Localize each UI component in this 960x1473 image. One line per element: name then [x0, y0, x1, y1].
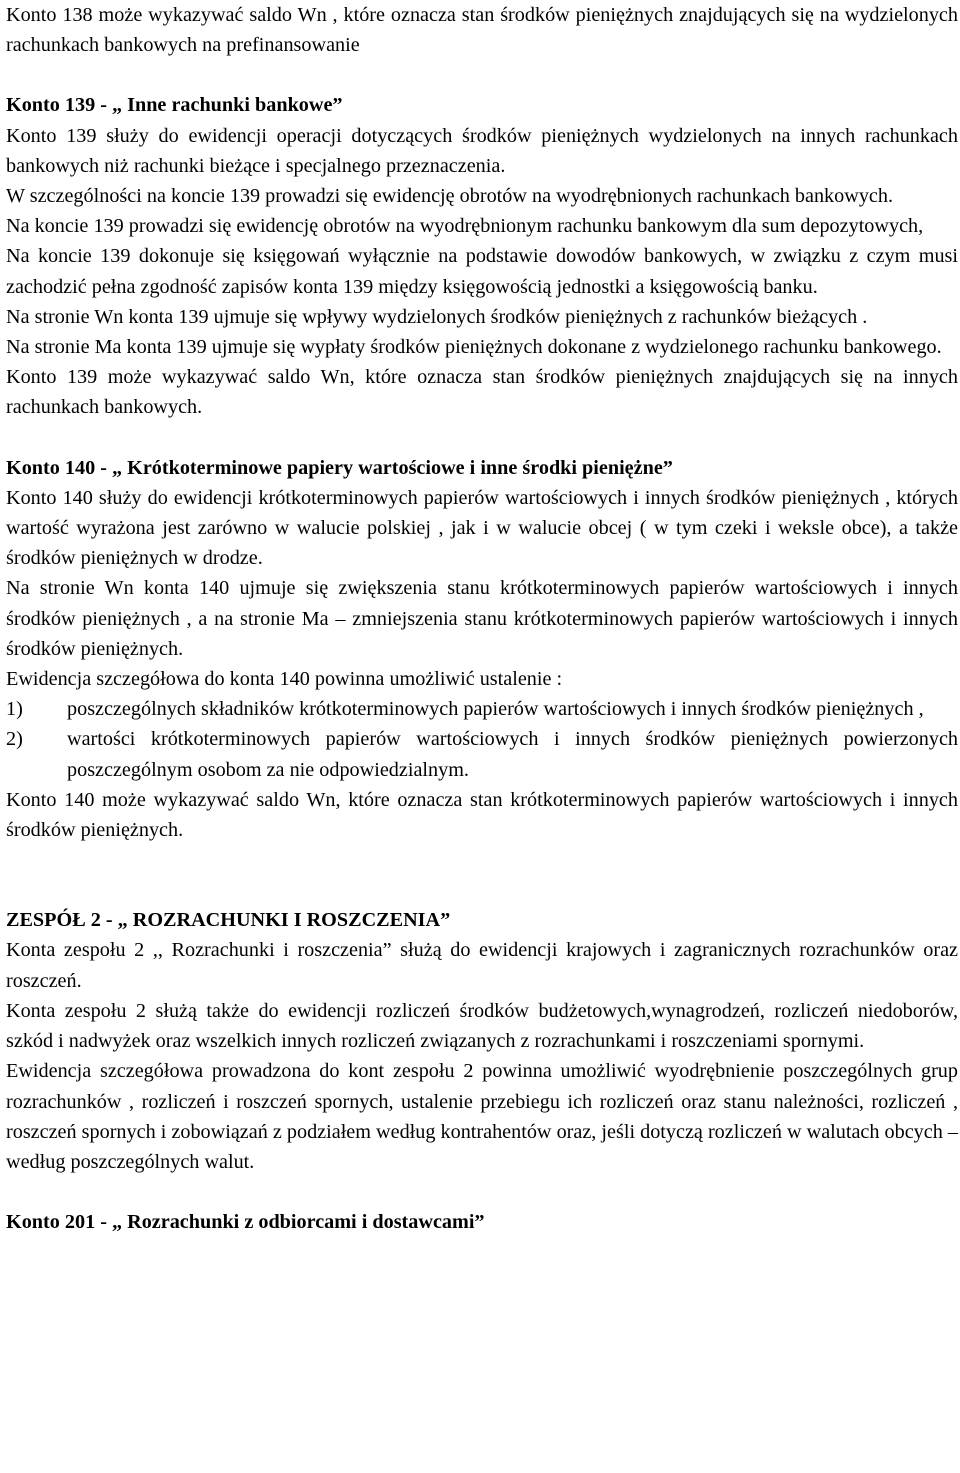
paragraph: Konto 139 służy do ewidencji operacji dotyczących środków pieniężnych wydzielonych na innych rachunkach bankowych niż rachunki bieżące i specjalnego przeznaczenia.: [6, 124, 958, 177]
paragraph: Konto 140 może wykazywać saldo Wn, które oznacza stan krótkoterminowych papierów wartościowych i innych środków pieniężnych.: [6, 788, 958, 842]
paragraph: Na stronie Wn konta 139 ujmuje się wpływy wydzielonych środków pieniężnych z rachunków bieżących .: [6, 305, 868, 328]
list-item-text: wartości krótkoterminowych papierów wartościowych i innych środków pieniężnych powierzonych poszczególnym osobom za nie odpowiedzialnym.: [67, 728, 958, 781]
spacer: [6, 1177, 958, 1207]
section-heading-konto-201: Konto 201 - „ Rozrachunki z odbiorcami i dostawcami”: [6, 1211, 485, 1234]
list-item: [6, 724, 958, 784]
paragraph: Konto 140 służy do ewidencji krótkoterminowych papierów wartościowych i innych środków pieniężnych , których wartość wyrażona jest zarówno w walucie polskiej , jak i w walucie obcej ( w tym czeki i weksle obce), a także środków pieniężnych w drodze.: [6, 486, 958, 570]
spacer: [6, 60, 958, 90]
paragraph: W szczególności na koncie 139 prowadzi się ewidencję obrotów na wyodrębnionych rachunkach bankowych.: [6, 185, 894, 208]
paragraph: Konta zespołu 2 służą także do ewidencji rozliczeń środków budżetowych,wynagrodzeń, rozliczeń niedoborów, szkód i nadwyżek oraz wszelkich innych rozliczeń związanych z rozrachunkami i roszczeniami spornymi.: [6, 999, 958, 1053]
paragraph: Konto 139 może wykazywać saldo Wn, które oznacza stan środków pieniężnych znajdujących się na innych rachunkach bankowych.: [6, 366, 958, 419]
paragraph: Konta zespołu 2 ,, Rozrachunki i roszczenia” służą do ewidencji krajowych i zagranicznych rozrachunków oraz roszczeń.: [6, 939, 958, 992]
section-heading-zespol-2: ZESPÓŁ 2 - „ ROZRACHUNKI I ROSZCZENIA”: [6, 909, 451, 932]
paragraph: Na stronie Ma konta 139 ujmuje się wypłaty środków pieniężnych dokonane z wydzielonego rachunku bankowego.: [6, 336, 942, 359]
list-item-text: poszczególnych składników krótkoterminowych papierów wartościowych i innych środków pieniężnych ,: [67, 698, 924, 721]
paragraph: Na koncie 139 prowadzi się ewidencję obrotów na wyodrębnionym rachunku bankowym dla sum depozytowych,: [6, 215, 924, 238]
section-heading-konto-140: Konto 140 - „ Krótkoterminowe papiery wartościowe i inne środki pieniężne”: [6, 456, 673, 479]
paragraph: Na koncie 139 dokonuje się księgowań wyłącznie na podstawie dowodów bankowych, w związku z czym musi zachodzić pełna zgodność zapisów konta 139 między księgowością jednostki a księgowością banku.: [6, 245, 958, 298]
spacer: [6, 845, 958, 905]
spacer: [6, 423, 958, 453]
numbered-list: [6, 694, 958, 785]
paragraph: Na stronie Wn konta 140 ujmuje się zwiększenia stanu krótkoterminowych papierów wartościowych i innych środków pieniężnych , a na stronie Ma – zmniejszenia stanu krótkoterminowych papierów wartościowych i innych środków pieniężnych.: [6, 577, 958, 660]
paragraph: Ewidencja szczegółowa prowadzona do kont zespołu 2 powinna umożliwić wyodrębnienie poszczególnych grup rozrachunków , rozliczeń i roszczeń spornych, ustalenie przebiegu ich rozliczeń oraz stanu należności, rozliczeń , roszczeń spornych i zobowiązań z podziałem według kontrahentów oraz, jeśli dotyczą rozliczeń w walutach obcych – według poszczególnych walut.: [6, 1060, 958, 1173]
list-item-number: 1): [6, 698, 23, 721]
list-item-number: 2): [6, 728, 23, 751]
paragraph: Konto 138 może wykazywać saldo Wn , które oznacza stan środków pieniężnych znajdujących się na wydzielonych rachunkach bankowych na prefinansowanie: [6, 4, 958, 57]
paragraph: Ewidencja szczegółowa do konta 140 powinna umożliwić ustalenie :: [6, 668, 563, 691]
section-heading-konto-139: Konto 139 - „ Inne rachunki bankowe”: [6, 94, 343, 117]
list-item: [6, 694, 958, 724]
